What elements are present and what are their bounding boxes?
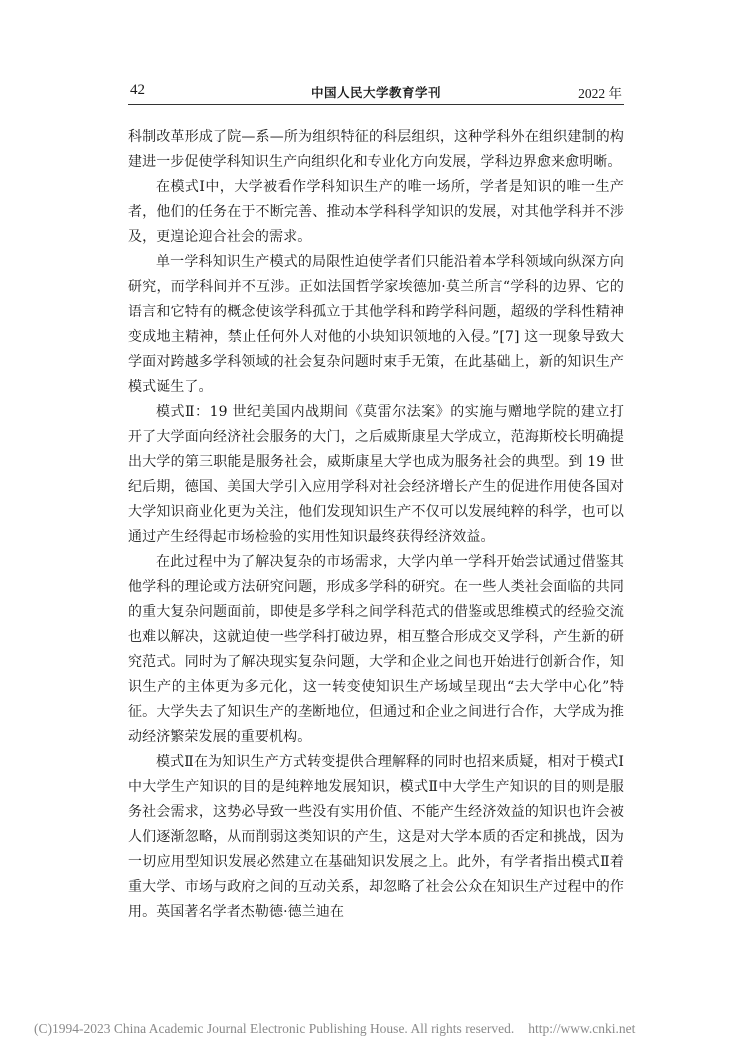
- paragraph: 在此过程中为了解决复杂的市场需求，大学内单一学科开始尝试通过借鉴其他学科的理论或方法研究问题，形成多学科的研究。在一些人类社会面临的共同的重大复杂问题面前，即使是多学科之间学科范式的借鉴或思维模式的经验交流也难以解决，这就迫使一些学科打破边界，相互整合形成交叉学科，产生新的研究范式。同时为了解决现实复杂问题，大学和企业之间也开始进行创新合作，知识生产的主体更为多元化，这一转变使知识生产场域呈现出“去大学中心化”特征。大学失去了知识生产的垄断地位，但通过和企业之间进行合作，大学成为推动经济繁荣发展的重要机构。: [128, 554, 624, 745]
- publication-year: 2022 年: [578, 86, 622, 101]
- journal-title: 中国人民大学教育学刊: [310, 85, 441, 100]
- article-body: [128, 125, 624, 925]
- copyright-notice: (C)1994-2023 China Academic Journal Electronic Publishing House. All rights reserved.: [34, 1021, 515, 1036]
- paragraph: 单一学科知识生产模式的局限性迫使学者们只能沿着本学科领域向纵深方向研究，而学科间并不互涉。正如法国哲学家埃德加·莫兰所言“学科的边界、它的语言和它特有的概念使该学科孤立于其他学科和跨学科问题，超级的学科性精神变成地主精神，禁止任何外人对他的小块知识领地的入侵。”[7] 这一现象导致大学面对跨越多学科领域的社会复杂问题时束手无策，在此基础上，新的知识生产模式诞生了。: [128, 254, 624, 395]
- paragraph: 模式Ⅱ在为知识生产方式转变提供合理解释的同时也招来质疑，相对于模式Ⅰ中大学生产知识的目的是纯粹地发展知识，模式Ⅱ中大学生产知识的目的则是服务社会需求，这势必导致一些没有实用价值、不能产生经济效益的知识也许会被人们逐渐忽略，从而削弱这类知识的产生，这是对大学本质的否定和挑战，因为一切应用型知识发展必然建立在基础知识发展之上。此外，有学者指出模式Ⅱ着重大学、市场与政府之间的互动关系，却忽略了社会公众在知识生产过程中的作用。英国著名学者杰勒德·德兰迪在: [128, 754, 624, 920]
- cnki-url: http://www.cnki.net: [528, 1021, 636, 1036]
- page-header: [128, 78, 624, 105]
- copyright-footer: [34, 1021, 724, 1037]
- paragraph: 科制改革形成了院—系—所为组织特征的科层组织，这种学科外在组织建制的构建进一步促使学科知识生产向组织化和专业化方向发展，学科边界愈来愈明晰。: [128, 129, 624, 170]
- paragraph: 模式Ⅱ：19 世纪美国内战期间《莫雷尔法案》的实施与赠地学院的建立打开了大学面向经济社会服务的大门，之后威斯康星大学成立，范海斯校长明确提出大学的第三职能是服务社会，威斯康星大学也成为服务社会的典型。到 19 世纪后期，德国、美国大学引入应用学科对社会经济增长产生的促进作用使各国对大学知识商业化更为关注，他们发现知识生产不仅可以发展纯粹的科学，也可以通过产生经得起市场检验的实用性知识最终获得经济效益。: [128, 404, 624, 545]
- page-number: 42: [130, 82, 145, 98]
- paragraph: 在模式Ⅰ中，大学被看作学科知识生产的唯一场所，学者是知识的唯一生产者，他们的任务在于不断完善、推动本学科科学知识的发展，对其他学科并不涉及，更遑论迎合社会的需求。: [128, 179, 624, 245]
